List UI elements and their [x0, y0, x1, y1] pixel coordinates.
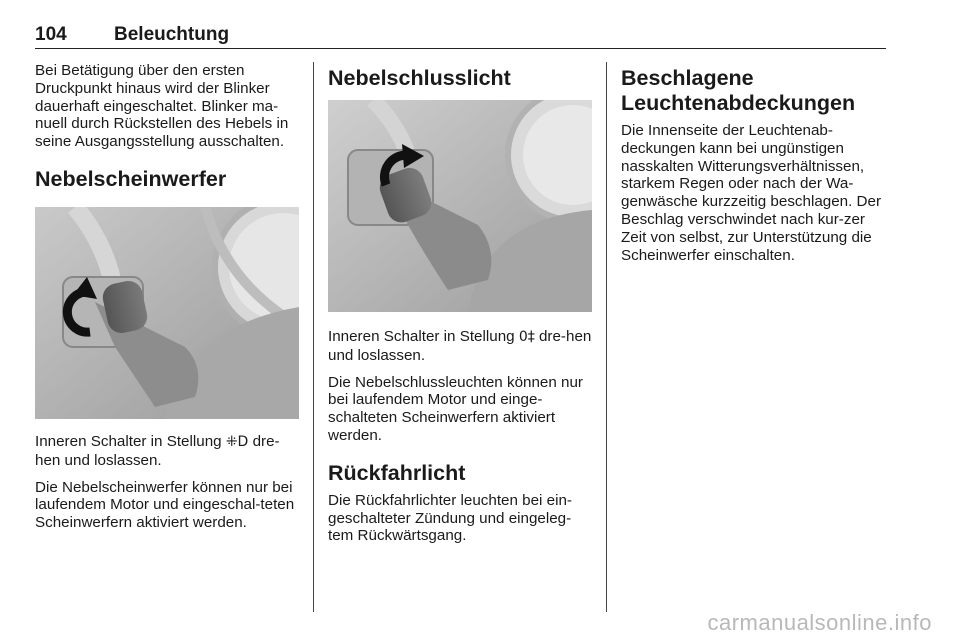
- column-right: [621, 62, 887, 273]
- page-header: [35, 22, 886, 49]
- front-fog-light-symbol: ⁜D: [225, 433, 249, 450]
- fogged-covers-heading: Beschlagene Leuchtenabdeckungen: [621, 66, 856, 115]
- intro-paragraph: Bei Betätigung über den ersten Druckpunkt hinaus wird der Blinker dauerhaft eingeschaltet. Blinker ma-nuell durch Rückstellen des Hebels in seine Ausgangsstellung ausschalten.: [35, 62, 289, 151]
- watermark: carmanualsonline.info: [707, 610, 932, 635]
- reversing-light-heading: Rückfahrlicht: [328, 460, 466, 485]
- fog-lights-note: Die Nebelscheinwerfer können nur bei laufendem Motor und eingeschal-teten Scheinwerfern aktiviert werden.: [35, 478, 295, 532]
- column-divider: [313, 62, 314, 612]
- rear-fog-switch-image: [328, 100, 592, 312]
- fogged-covers-paragraph: Die Innenseite der Leuchtenab-deckungen kann bei ungünstigen nasskalten Witterungsverhältnissen, starkem Regen oder nach der Wa-genwäsche kurzzeitig beschlagen. Der Beschlag verschwindet nach kur-zer Zeit von selbst, zur Unterstützung die Scheinwerfer einschalten.: [621, 122, 882, 264]
- rear-fog-light-heading: Nebelschlusslicht: [328, 66, 511, 90]
- rear-fog-note: Die Nebelschlussleuchten können nur bei laufendem Motor und einge-schalteten Scheinwerfern aktiviert werden.: [328, 373, 583, 444]
- fog-light-switch-image: [35, 207, 299, 419]
- fog-lights-heading: Nebelscheinwerfer: [35, 166, 227, 191]
- rear-fog-light-symbol: 0‡: [518, 329, 535, 345]
- reversing-light-paragraph: Die Rückfahrlichter leuchten bei ein-geschalteter Zündung und eingeleg-tem Rückwärtsgang.: [328, 491, 572, 545]
- section-title: Beleuchtung: [114, 24, 230, 45]
- page-number: 104: [35, 24, 67, 45]
- column-divider: [606, 62, 607, 612]
- rear-fog-instruction: Inneren Schalter in Stellung 0‡ dre-hen und loslassen.: [328, 328, 592, 364]
- fog-lights-instruction: Inneren Schalter in Stellung ⁜D dre-hen und loslassen.: [35, 432, 280, 469]
- column-middle: [328, 62, 592, 554]
- column-left: [35, 62, 299, 541]
